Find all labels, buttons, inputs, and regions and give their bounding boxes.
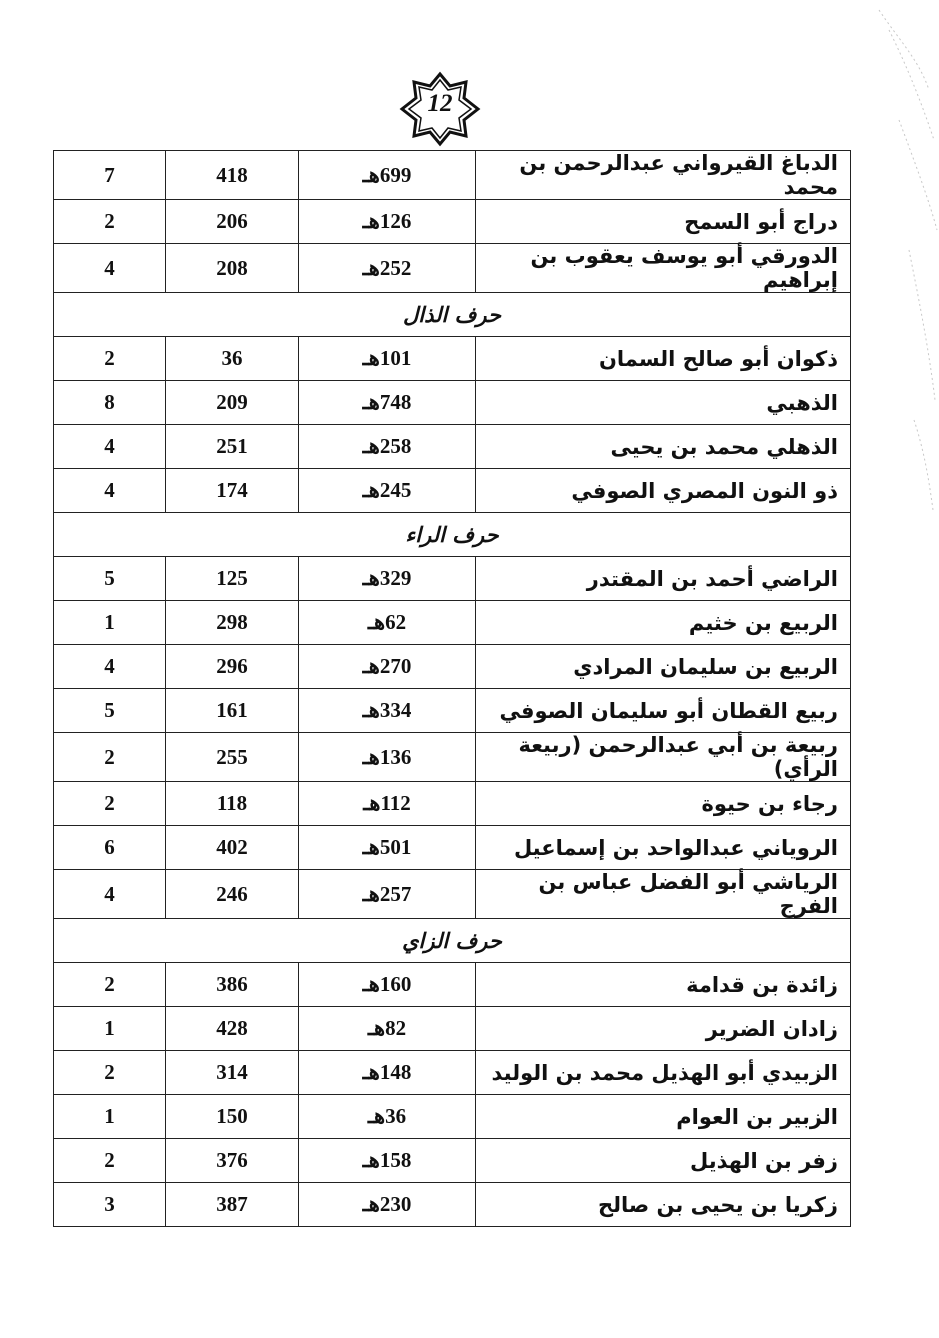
page-number-badge (398, 70, 482, 148)
death-year-cell: 136هـ (299, 733, 476, 782)
table-row (54, 733, 851, 782)
page-number-cell: 209 (166, 381, 299, 425)
volume-number-cell: 1 (54, 601, 166, 645)
death-year-cell: 82هـ (299, 1007, 476, 1051)
person-name-cell: الراضي أحمد بن المقتدر (476, 557, 851, 601)
section-header-row (54, 293, 851, 337)
person-name-cell: زادان الضرير (476, 1007, 851, 1051)
person-name-cell: زفر بن الهذيل (476, 1139, 851, 1183)
table-row (54, 826, 851, 870)
table-row (54, 1051, 851, 1095)
death-year-cell: 160هـ (299, 963, 476, 1007)
death-year-cell: 252هـ (299, 244, 476, 293)
page-number-cell: 428 (166, 1007, 299, 1051)
person-name-cell: ذكوان أبو صالح السمان (476, 337, 851, 381)
volume-number-cell: 3 (54, 1183, 166, 1227)
section-header-row (54, 919, 851, 963)
page-number-cell: 174 (166, 469, 299, 513)
table-row (54, 151, 851, 200)
table-row (54, 870, 851, 919)
table-row (54, 200, 851, 244)
page-number: 12 (427, 90, 453, 117)
page-number-cell: 161 (166, 689, 299, 733)
death-year-cell: 148هـ (299, 1051, 476, 1095)
table-row (54, 645, 851, 689)
volume-number-cell: 4 (54, 469, 166, 513)
person-name-cell: دراج أبو السمح (476, 200, 851, 244)
person-name-cell: زكريا بن يحيى بن صالح (476, 1183, 851, 1227)
volume-number-cell: 4 (54, 425, 166, 469)
volume-number-cell: 5 (54, 689, 166, 733)
page-number-cell: 298 (166, 601, 299, 645)
page-number-cell: 118 (166, 782, 299, 826)
table-row (54, 601, 851, 645)
table-row (54, 469, 851, 513)
volume-number-cell: 6 (54, 826, 166, 870)
death-year-cell: 258هـ (299, 425, 476, 469)
person-name-cell: الروياني عبدالواحد بن إسماعيل (476, 826, 851, 870)
index-table (53, 150, 851, 1227)
table-row (54, 1183, 851, 1227)
page-number-cell: 206 (166, 200, 299, 244)
death-year-cell: 257هـ (299, 870, 476, 919)
death-year-cell: 158هـ (299, 1139, 476, 1183)
table-row (54, 782, 851, 826)
death-year-cell: 36هـ (299, 1095, 476, 1139)
person-name-cell: الرياشي أبو الفضل عباس بن الفرج (476, 870, 851, 919)
person-name-cell: زائدة بن قدامة (476, 963, 851, 1007)
death-year-cell: 699هـ (299, 151, 476, 200)
death-year-cell: 126هـ (299, 200, 476, 244)
volume-number-cell: 2 (54, 963, 166, 1007)
person-name-cell: الربيع بن سليمان المرادي (476, 645, 851, 689)
death-year-cell: 245هـ (299, 469, 476, 513)
death-year-cell: 230هـ (299, 1183, 476, 1227)
table-row (54, 1095, 851, 1139)
death-year-cell: 501هـ (299, 826, 476, 870)
table-row (54, 381, 851, 425)
person-name-cell: الدباغ القيرواني عبدالرحمن بن محمد (476, 151, 851, 200)
volume-number-cell: 4 (54, 244, 166, 293)
death-year-cell: 270هـ (299, 645, 476, 689)
page-number-cell: 402 (166, 826, 299, 870)
volume-number-cell: 2 (54, 1139, 166, 1183)
person-name-cell: الزبير بن العوام (476, 1095, 851, 1139)
person-name-cell: الدورقي أبو يوسف يعقوب بن إبراهيم (476, 244, 851, 293)
volume-number-cell: 4 (54, 645, 166, 689)
person-name-cell: الربيع بن خثيم (476, 601, 851, 645)
table-row (54, 963, 851, 1007)
page-number-cell: 296 (166, 645, 299, 689)
page-number-cell: 125 (166, 557, 299, 601)
page-number-cell: 376 (166, 1139, 299, 1183)
person-name-cell: رجاء بن حيوة (476, 782, 851, 826)
volume-number-cell: 2 (54, 200, 166, 244)
table-row (54, 244, 851, 293)
index-table-container (53, 150, 838, 1227)
volume-number-cell: 8 (54, 381, 166, 425)
death-year-cell: 334هـ (299, 689, 476, 733)
page-number-cell: 255 (166, 733, 299, 782)
page-number-cell: 251 (166, 425, 299, 469)
page-number-cell: 36 (166, 337, 299, 381)
death-year-cell: 748هـ (299, 381, 476, 425)
table-row (54, 557, 851, 601)
page-number-cell: 386 (166, 963, 299, 1007)
volume-number-cell: 7 (54, 151, 166, 200)
index-table-body (54, 151, 851, 1227)
section-header-row (54, 513, 851, 557)
person-name-cell: ربيعة بن أبي عبدالرحمن (ربيعة الرأي) (476, 733, 851, 782)
person-name-cell: الذهلي محمد بن يحيى (476, 425, 851, 469)
volume-number-cell: 2 (54, 733, 166, 782)
table-row (54, 689, 851, 733)
page-number-cell: 418 (166, 151, 299, 200)
section-title: حرف الذال (54, 293, 851, 337)
death-year-cell: 112هـ (299, 782, 476, 826)
page-number-cell: 387 (166, 1183, 299, 1227)
table-row (54, 1007, 851, 1051)
section-title: حرف الراء (54, 513, 851, 557)
table-row (54, 425, 851, 469)
volume-number-cell: 2 (54, 782, 166, 826)
table-row (54, 337, 851, 381)
volume-number-cell: 4 (54, 870, 166, 919)
person-name-cell: الزبيدي أبو الهذيل محمد بن الوليد (476, 1051, 851, 1095)
death-year-cell: 62هـ (299, 601, 476, 645)
page-number-cell: 208 (166, 244, 299, 293)
volume-number-cell: 2 (54, 337, 166, 381)
death-year-cell: 101هـ (299, 337, 476, 381)
volume-number-cell: 1 (54, 1007, 166, 1051)
page-number-cell: 314 (166, 1051, 299, 1095)
table-row (54, 1139, 851, 1183)
volume-number-cell: 1 (54, 1095, 166, 1139)
person-name-cell: الذهبي (476, 381, 851, 425)
page-number-cell: 150 (166, 1095, 299, 1139)
person-name-cell: ربيع القطان أبو سليمان الصوفي (476, 689, 851, 733)
volume-number-cell: 5 (54, 557, 166, 601)
page-number-cell: 246 (166, 870, 299, 919)
volume-number-cell: 2 (54, 1051, 166, 1095)
death-year-cell: 329هـ (299, 557, 476, 601)
section-title: حرف الزاي (54, 919, 851, 963)
person-name-cell: ذو النون المصري الصوفي (476, 469, 851, 513)
